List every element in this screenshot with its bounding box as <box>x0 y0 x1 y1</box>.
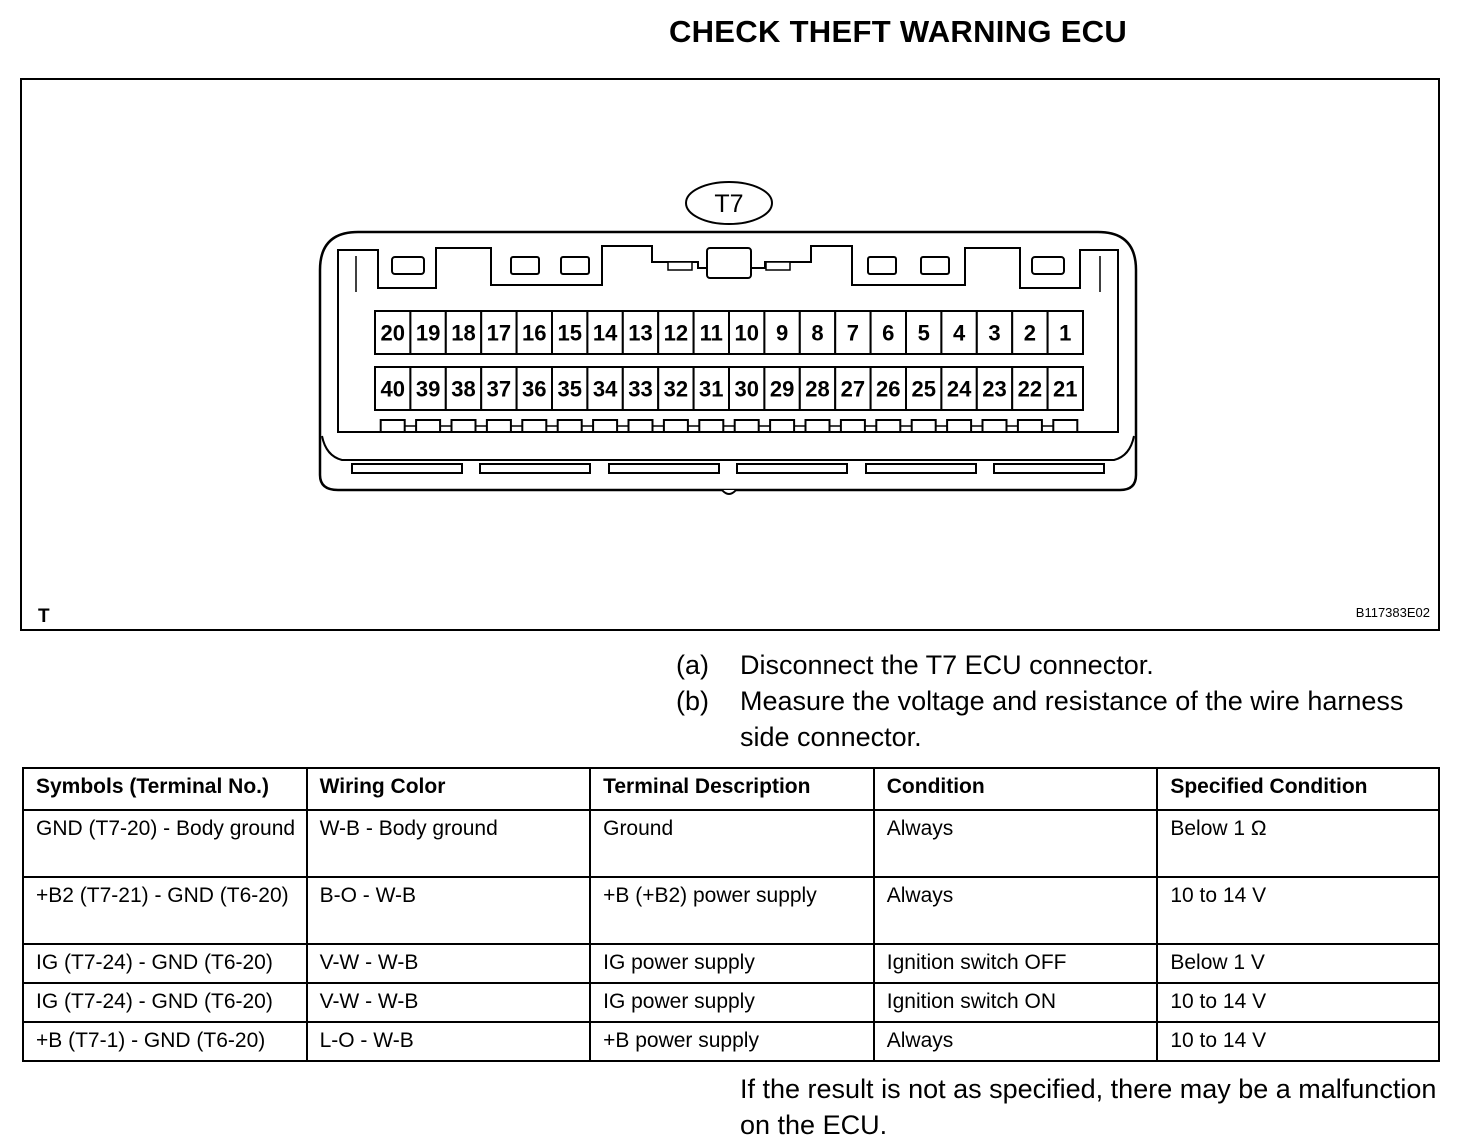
pin-number: 28 <box>805 376 830 402</box>
pin-number: 5 <box>917 320 930 346</box>
spec-table <box>22 767 1440 1062</box>
pin-number: 20 <box>380 320 405 346</box>
latch-window <box>561 257 589 274</box>
table-cell: 10 to 14 V <box>1157 983 1439 1022</box>
pin-number: 8 <box>811 320 824 346</box>
table-cell: Ground <box>590 810 874 877</box>
connector-label: T7 <box>714 190 744 218</box>
pin-tab <box>593 420 617 432</box>
step-text: Measure the voltage and resistance of the wire harness side connector. <box>740 686 1404 752</box>
pin-tab <box>629 420 653 432</box>
bottom-slot <box>994 464 1104 473</box>
pin-number: 39 <box>415 376 441 402</box>
pin-tab <box>947 420 971 432</box>
pin-number: 32 <box>663 376 689 402</box>
pin-tab <box>487 420 511 432</box>
pin-number: 40 <box>380 376 405 402</box>
pin-tab <box>522 420 546 432</box>
table-cell: B-O - W-B <box>307 877 591 944</box>
connector-figure <box>20 78 1440 631</box>
column-header: Specified Condition <box>1157 768 1439 810</box>
pin-tab <box>735 420 759 432</box>
table-row <box>23 1022 1439 1061</box>
pin-number: 2 <box>1023 320 1037 346</box>
table-cell: Ignition switch OFF <box>874 944 1158 983</box>
table-cell: IG power supply <box>590 983 874 1022</box>
figure-corner-letter: T <box>38 606 50 627</box>
pin-tab <box>381 420 405 432</box>
pin-number: 30 <box>734 376 759 402</box>
pin-tab <box>664 420 688 432</box>
table-cell: 10 to 14 V <box>1157 1022 1439 1061</box>
column-header: Condition <box>874 768 1158 810</box>
table-row <box>23 877 1439 944</box>
pin-number: 22 <box>1017 376 1043 402</box>
pin-number: 34 <box>592 376 618 402</box>
pin-number: 14 <box>592 320 618 346</box>
bottom-slot <box>609 464 719 473</box>
pin-tab <box>558 420 582 432</box>
column-header: Wiring Color <box>307 768 591 810</box>
table-row <box>23 944 1439 983</box>
pin-number: 13 <box>628 320 653 346</box>
pin-number: 4 <box>952 320 966 346</box>
center-key <box>707 248 751 278</box>
table-cell: Below 1 V <box>1157 944 1439 983</box>
page-title: CHECK THEFT WARNING ECU <box>668 14 1128 49</box>
table-row <box>23 983 1439 1022</box>
bottom-slot <box>737 464 847 473</box>
column-header: Symbols (Terminal No.) <box>23 768 307 810</box>
connector-notch <box>722 490 736 494</box>
pin-number: 37 <box>486 376 512 402</box>
pin-tab <box>452 420 476 432</box>
pin-tab <box>841 420 865 432</box>
table-cell: +B2 (T7-21) - GND (T6-20) <box>23 877 307 944</box>
step-label: (b) <box>676 686 709 716</box>
pin-number: 16 <box>522 320 547 346</box>
pin-number: 24 <box>946 376 972 402</box>
table-cell: GND (T7-20) - Body ground <box>23 810 307 877</box>
table-cell: Always <box>874 810 1158 877</box>
pin-number: 19 <box>415 320 441 346</box>
column-header: Terminal Description <box>590 768 874 810</box>
pin-number: 1 <box>1059 320 1072 346</box>
table-cell: V-W - W-B <box>307 983 591 1022</box>
pin-number: 18 <box>451 320 476 346</box>
pin-number: 12 <box>663 320 689 346</box>
pin-number: 36 <box>522 376 547 402</box>
pin-number: 11 <box>699 320 723 346</box>
pin-number: 25 <box>911 376 936 402</box>
pin-number: 10 <box>734 320 759 346</box>
pin-number: 35 <box>557 376 582 402</box>
pin-tab <box>876 420 900 432</box>
pin-number: 29 <box>769 376 795 402</box>
pin-tab <box>1018 420 1042 432</box>
table-cell: IG (T7-24) - GND (T6-20) <box>23 983 307 1022</box>
result-note: If the result is not as specified, there may be a malfunction on the ECU. <box>740 1074 1437 1140</box>
step-text: Disconnect the T7 ECU connector. <box>740 650 1154 680</box>
step-label: (a) <box>676 650 709 680</box>
table-cell: +B (T7-1) - GND (T6-20) <box>23 1022 307 1061</box>
table-cell: Always <box>874 1022 1158 1061</box>
table-cell: 10 to 14 V <box>1157 877 1439 944</box>
pin-number: 15 <box>557 320 582 346</box>
bottom-slot <box>866 464 976 473</box>
table-header-row <box>23 768 1439 810</box>
table-cell: W-B - Body ground <box>307 810 591 877</box>
latch-window <box>868 257 896 274</box>
pin-number: 23 <box>982 376 1007 402</box>
pin-number: 21 <box>1053 376 1078 402</box>
pin-tab <box>1053 420 1077 432</box>
latch-window <box>392 257 424 274</box>
table-cell: +B (+B2) power supply <box>590 877 874 944</box>
table-cell: IG (T7-24) - GND (T6-20) <box>23 944 307 983</box>
pin-tab <box>416 420 440 432</box>
pin-number: 31 <box>699 376 724 402</box>
table-cell: Below 1 Ω <box>1157 810 1439 877</box>
table-cell: +B power supply <box>590 1022 874 1061</box>
pin-tab <box>699 420 723 432</box>
latch-window <box>921 257 949 274</box>
pin-number: 17 <box>486 320 512 346</box>
pin-number: 26 <box>876 376 901 402</box>
pin-tab <box>912 420 936 432</box>
bottom-slot <box>480 464 590 473</box>
pin-tab <box>806 420 830 432</box>
pin-number: 38 <box>451 376 476 402</box>
table-cell: Always <box>874 877 1158 944</box>
table-cell: L-O - W-B <box>307 1022 591 1061</box>
table-cell: IG power supply <box>590 944 874 983</box>
bottom-slot <box>352 464 462 473</box>
latch-window <box>511 257 539 274</box>
pin-number: 6 <box>882 320 895 346</box>
pin-tab <box>770 420 794 432</box>
connector-diagram <box>22 80 1442 633</box>
pin-number: 9 <box>775 320 789 346</box>
table-cell: V-W - W-B <box>307 944 591 983</box>
key-slot <box>668 262 692 270</box>
table-cell: Ignition switch ON <box>874 983 1158 1022</box>
figure-code: B117383E02 <box>1355 605 1430 620</box>
key-slot <box>766 262 790 270</box>
pin-number: 33 <box>628 376 653 402</box>
pin-tab <box>983 420 1007 432</box>
pin-number: 27 <box>840 376 866 402</box>
pin-number: 3 <box>988 320 1001 346</box>
latch-window <box>1032 257 1064 274</box>
pin-number: 7 <box>846 320 860 346</box>
table-row <box>23 810 1439 877</box>
